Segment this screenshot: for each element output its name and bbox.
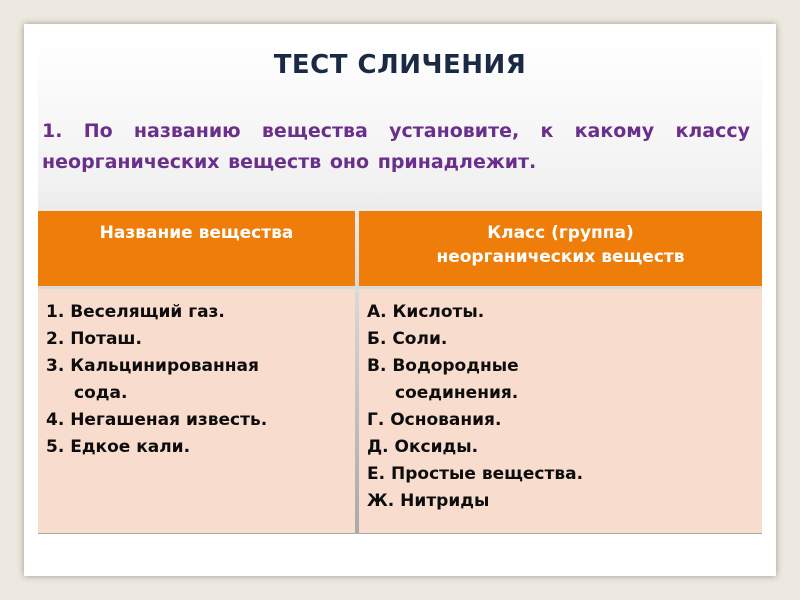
header-class-group — [359, 211, 762, 286]
substance-item: 5. Едкое кали. — [46, 437, 191, 457]
substance-item: 3. Кальцинированная — [46, 356, 259, 376]
substance-item: 1. Веселящий газ. — [46, 302, 225, 322]
class-item: В. Водородные — [367, 356, 519, 376]
substance-item: 4. Негашеная известь. — [46, 410, 268, 430]
slide-title: ТЕСТ СЛИЧЕНИЯ — [273, 50, 527, 80]
matching-table — [38, 211, 762, 533]
class-item: Д. Оксиды. — [367, 437, 479, 457]
header-substance-name — [38, 211, 355, 286]
class-item: Г. Основания. — [367, 410, 502, 430]
question-text: 1. По названию вещества установите, к какому классу неорганических веществ оно принадлежит. — [42, 120, 750, 173]
class-item: Е. Простые вещества. — [367, 464, 584, 484]
class-item-continuation: соединения. — [395, 383, 519, 403]
header-class-line-2: неорганических веществ — [436, 247, 685, 267]
classes-cell — [359, 289, 762, 533]
substances-cell — [38, 289, 355, 533]
class-item: Ж. Нитриды — [367, 491, 490, 511]
substance-item: 2. Поташ. — [46, 329, 142, 349]
class-item: Б. Соли. — [367, 329, 448, 349]
header-substance-name-label: Название вещества — [99, 223, 294, 243]
header-class-line-1: Класс (группа) — [487, 223, 634, 243]
class-item: А. Кислоты. — [367, 302, 485, 322]
substance-item-continuation: сода. — [74, 383, 128, 403]
